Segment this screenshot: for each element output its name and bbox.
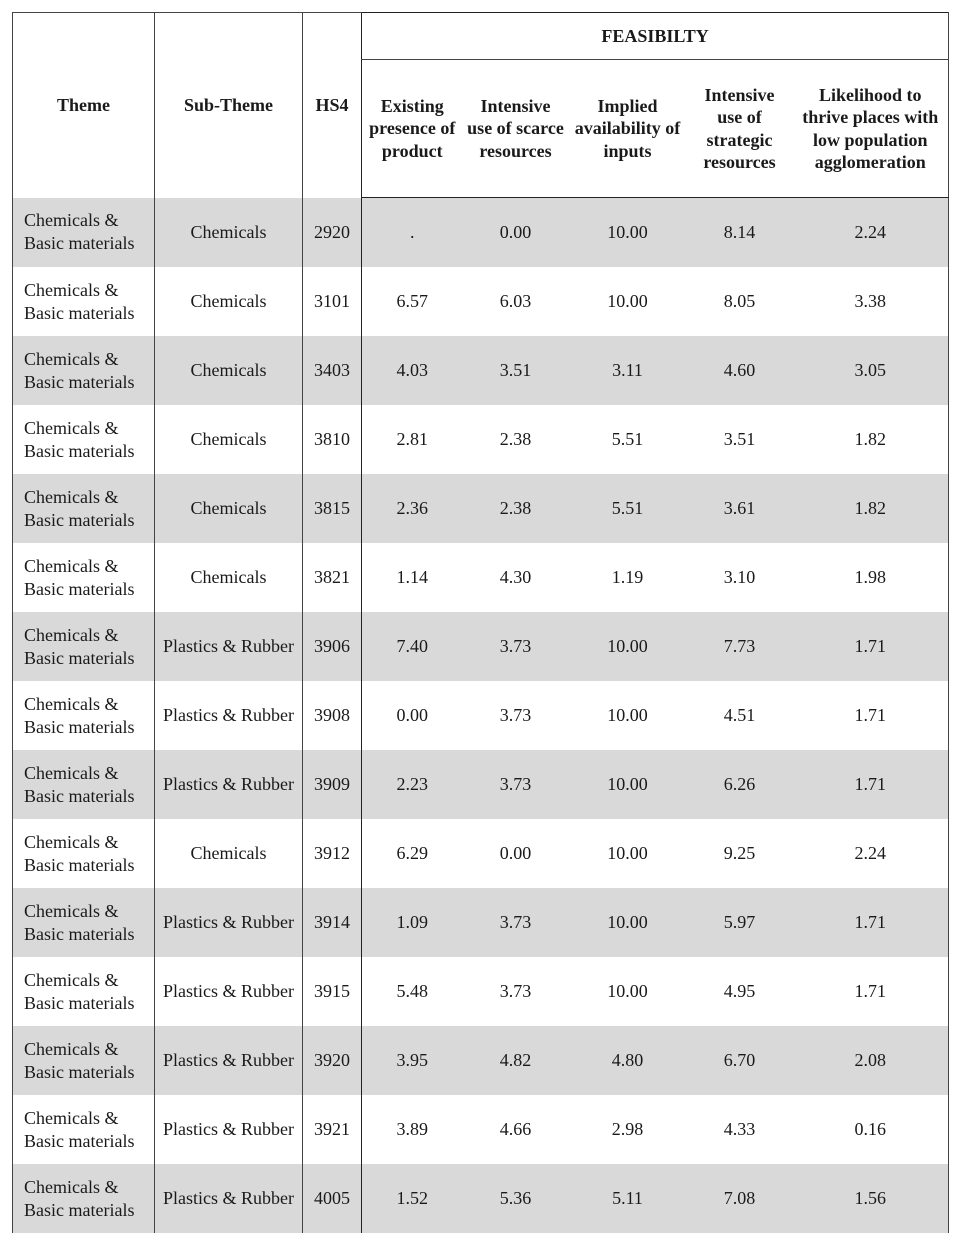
table-row: [13, 957, 949, 1026]
cell-scarce-resources: 5.36: [463, 1164, 569, 1233]
cell-strategic-resources: 3.10: [723, 567, 756, 587]
cell-hs4: 3914: [303, 888, 362, 957]
cell-strategic-resources: 6.26: [687, 750, 793, 819]
cell-implied-availability: 4.80: [569, 1026, 687, 1095]
cell-implied-availability: 5.11: [569, 1164, 687, 1233]
cell-hs4: 3908: [303, 681, 362, 750]
table-row: [13, 888, 949, 957]
cell-low-agglomeration: 1.71: [793, 681, 949, 750]
cell-existing-presence: 0.00: [362, 681, 463, 750]
cell-hs4: 3810: [303, 405, 362, 474]
table-row: [13, 612, 949, 681]
column-header-implied-availability: Implied availability of inputs: [569, 60, 687, 198]
table-row: [13, 336, 949, 405]
cell-sub-theme: Plastics & Rubber: [155, 750, 303, 819]
feasibility-table-container: [12, 12, 948, 1233]
cell-existing-presence: 7.40: [362, 612, 463, 681]
cell-implied-availability: 10.00: [607, 291, 648, 311]
cell-sub-theme: Chemicals: [155, 474, 303, 543]
cell-sub-theme: Chemicals: [155, 198, 303, 268]
cell-implied-availability: 10.00: [607, 705, 648, 725]
table-row: [13, 198, 949, 268]
cell-implied-availability: 10.00: [569, 750, 687, 819]
cell-low-agglomeration: 0.16: [793, 1095, 949, 1164]
cell-theme: Chemicals & Basic materials: [13, 405, 155, 474]
cell-low-agglomeration: 2.08: [793, 1026, 949, 1095]
cell-hs4: 3906: [303, 612, 362, 681]
table-row: [13, 267, 949, 336]
cell-hs4: 3909: [303, 750, 362, 819]
cell-existing-presence: 2.81: [362, 405, 463, 474]
cell-scarce-resources: 4.82: [463, 1026, 569, 1095]
cell-low-agglomeration: 2.24: [793, 819, 949, 888]
cell-theme: Chemicals & Basic materials: [13, 474, 155, 543]
column-header-theme: Theme: [13, 13, 155, 198]
table-header: [13, 13, 949, 198]
cell-strategic-resources: 3.51: [723, 429, 756, 449]
table-row: [13, 1095, 949, 1164]
cell-low-agglomeration: 1.82: [793, 405, 949, 474]
cell-implied-availability: 10.00: [569, 612, 687, 681]
cell-implied-availability: 3.11: [569, 336, 687, 405]
cell-low-agglomeration: 1.71: [793, 750, 949, 819]
column-header-existing-presence: Existing presence of product: [362, 60, 463, 198]
cell-existing-presence: 6.57: [362, 267, 463, 336]
cell-strategic-resources: 7.73: [687, 612, 793, 681]
column-header-strategic-resources: Intensive use of strategic resources: [687, 60, 793, 198]
cell-existing-presence: 2.36: [362, 474, 463, 543]
table-row: [13, 405, 949, 474]
cell-implied-availability: 5.51: [569, 474, 687, 543]
cell-low-agglomeration: 3.38: [793, 267, 949, 336]
cell-sub-theme: Plastics & Rubber: [155, 957, 303, 1026]
cell-low-agglomeration: 1.98: [793, 543, 949, 612]
table-row: [13, 1026, 949, 1095]
cell-scarce-resources: 6.03: [499, 291, 532, 311]
cell-scarce-resources: 3.51: [463, 336, 569, 405]
group-header-feasibility: FEASIBILTY: [362, 13, 949, 60]
cell-sub-theme: Plastics & Rubber: [155, 1164, 303, 1233]
cell-theme: Chemicals & Basic materials: [13, 750, 155, 819]
table-row: [13, 543, 949, 612]
cell-low-agglomeration: 2.24: [793, 198, 949, 268]
cell-strategic-resources: 7.08: [687, 1164, 793, 1233]
cell-theme: Chemicals & Basic materials: [13, 543, 155, 612]
cell-theme: Chemicals & Basic materials: [13, 681, 155, 750]
cell-existing-presence: 5.48: [362, 957, 463, 1026]
cell-existing-presence: 1.09: [362, 888, 463, 957]
cell-implied-availability: 10.00: [607, 843, 648, 863]
cell-strategic-resources: 5.97: [687, 888, 793, 957]
cell-implied-availability: 2.98: [611, 1119, 644, 1139]
cell-strategic-resources: 8.05: [723, 291, 756, 311]
cell-existing-presence: 1.14: [362, 543, 463, 612]
cell-strategic-resources: 9.25: [723, 843, 756, 863]
column-header-low-agglomeration: Likelihood to thrive places with low population agglomeration: [793, 60, 949, 198]
cell-theme: Chemicals & Basic materials: [13, 1095, 155, 1164]
cell-scarce-resources: 2.38: [499, 429, 532, 449]
cell-scarce-resources: 3.73: [499, 705, 532, 725]
cell-strategic-resources: 3.61: [687, 474, 793, 543]
table-body: [13, 198, 949, 1234]
cell-hs4: 3912: [303, 819, 362, 888]
cell-scarce-resources: 3.73: [463, 750, 569, 819]
cell-strategic-resources: 4.95: [723, 981, 756, 1001]
cell-sub-theme: Plastics & Rubber: [155, 888, 303, 957]
cell-hs4: 3920: [303, 1026, 362, 1095]
cell-strategic-resources: 4.51: [723, 705, 756, 725]
cell-hs4: 3921: [303, 1095, 362, 1164]
cell-sub-theme: Chemicals: [155, 819, 303, 888]
column-header-sub-theme: Sub-Theme: [155, 13, 303, 198]
table-row: [13, 1164, 949, 1233]
cell-sub-theme: Plastics & Rubber: [155, 1095, 303, 1164]
cell-existing-presence: 4.03: [362, 336, 463, 405]
cell-theme: Chemicals & Basic materials: [13, 957, 155, 1026]
column-header-hs4: HS4: [303, 13, 362, 198]
column-header-scarce-resources: Intensive use of scarce resources: [463, 60, 569, 198]
cell-scarce-resources: 0.00: [463, 198, 569, 268]
cell-low-agglomeration: 1.71: [793, 957, 949, 1026]
cell-sub-theme: Plastics & Rubber: [155, 1026, 303, 1095]
cell-hs4: 3821: [303, 543, 362, 612]
cell-strategic-resources: 8.14: [687, 198, 793, 268]
cell-scarce-resources: 4.30: [499, 567, 532, 587]
cell-sub-theme: Plastics & Rubber: [155, 612, 303, 681]
cell-theme: Chemicals & Basic materials: [13, 336, 155, 405]
table-row: [13, 750, 949, 819]
cell-low-agglomeration: 1.71: [793, 888, 949, 957]
cell-theme: Chemicals & Basic materials: [13, 1164, 155, 1233]
cell-sub-theme: Chemicals: [155, 543, 303, 612]
cell-existing-presence: 2.23: [362, 750, 463, 819]
cell-strategic-resources: 4.33: [723, 1119, 756, 1139]
cell-low-agglomeration: 3.05: [793, 336, 949, 405]
cell-scarce-resources: 2.38: [463, 474, 569, 543]
cell-implied-availability: 10.00: [607, 981, 648, 1001]
cell-sub-theme: Chemicals: [155, 336, 303, 405]
cell-theme: Chemicals & Basic materials: [13, 888, 155, 957]
cell-sub-theme: Chemicals: [155, 267, 303, 336]
cell-theme: Chemicals & Basic materials: [13, 819, 155, 888]
cell-hs4: 4005: [303, 1164, 362, 1233]
cell-scarce-resources: 3.73: [463, 612, 569, 681]
cell-implied-availability: 10.00: [569, 888, 687, 957]
cell-theme: Chemicals & Basic materials: [13, 267, 155, 336]
cell-existing-presence: 3.95: [362, 1026, 463, 1095]
cell-strategic-resources: 4.60: [687, 336, 793, 405]
table-row: [13, 681, 949, 750]
cell-scarce-resources: 0.00: [499, 843, 532, 863]
cell-existing-presence: 1.52: [362, 1164, 463, 1233]
cell-hs4: 3915: [303, 957, 362, 1026]
table-row: [13, 474, 949, 543]
cell-hs4: 3101: [303, 267, 362, 336]
cell-hs4: 3403: [303, 336, 362, 405]
cell-existing-presence: .: [362, 198, 463, 268]
cell-existing-presence: 6.29: [362, 819, 463, 888]
cell-theme: Chemicals & Basic materials: [13, 198, 155, 268]
cell-implied-availability: 10.00: [569, 198, 687, 268]
cell-sub-theme: Plastics & Rubber: [155, 681, 303, 750]
cell-existing-presence: 3.89: [362, 1095, 463, 1164]
cell-low-agglomeration: 1.56: [793, 1164, 949, 1233]
cell-hs4: 2920: [303, 198, 362, 268]
cell-hs4: 3815: [303, 474, 362, 543]
cell-scarce-resources: 3.73: [499, 981, 532, 1001]
cell-low-agglomeration: 1.82: [793, 474, 949, 543]
cell-scarce-resources: 4.66: [499, 1119, 532, 1139]
feasibility-table: [12, 12, 949, 1233]
cell-low-agglomeration: 1.71: [793, 612, 949, 681]
cell-implied-availability: 1.19: [611, 567, 644, 587]
cell-strategic-resources: 6.70: [687, 1026, 793, 1095]
cell-theme: Chemicals & Basic materials: [13, 612, 155, 681]
cell-scarce-resources: 3.73: [463, 888, 569, 957]
cell-theme: Chemicals & Basic materials: [13, 1026, 155, 1095]
cell-implied-availability: 5.51: [611, 429, 644, 449]
cell-sub-theme: Chemicals: [155, 405, 303, 474]
table-row: [13, 819, 949, 888]
